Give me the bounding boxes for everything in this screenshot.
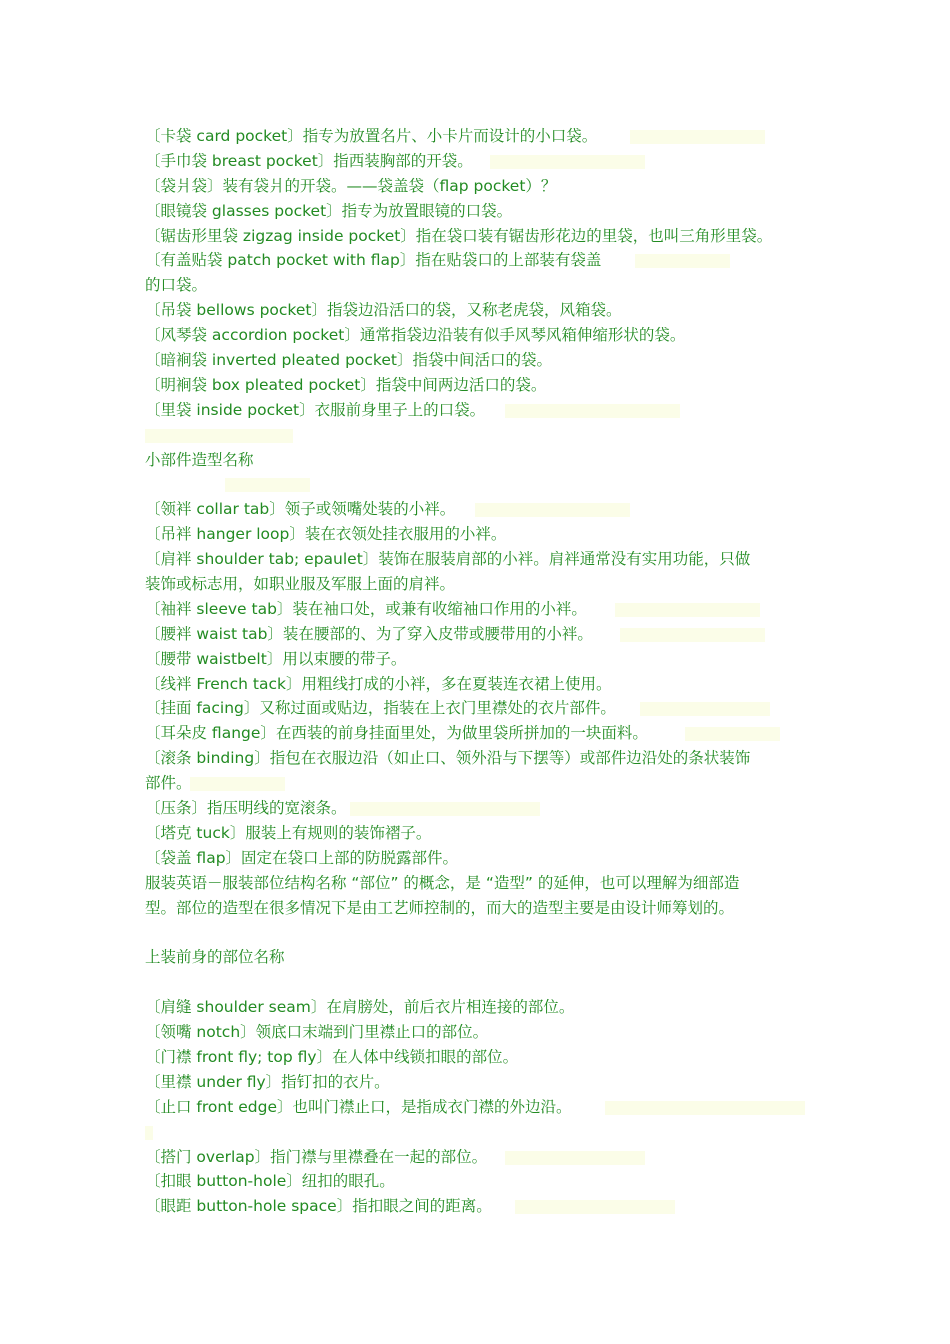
line-text: 〔吊袢 hanger loop〕装在衣领处挂衣服用的小袢。 <box>145 525 507 544</box>
highlight-mark <box>475 503 630 517</box>
line-text: 的口袋。 <box>145 276 208 295</box>
line-text: 〔风琴袋 accordion pocket〕通常指袋边沿装有似手风琴风箱伸缩形状的袋。 <box>145 326 686 345</box>
blank-line <box>145 970 825 995</box>
line-text: 〔扣眼 button-hole〕纽扣的眼孔。 <box>145 1172 395 1191</box>
text-line <box>145 995 825 1020</box>
text-line <box>145 796 825 821</box>
line-text: 〔塔克 tuck〕服装上有规则的装饰褶子。 <box>145 823 432 842</box>
text-line <box>145 1045 825 1070</box>
text-line <box>145 1169 825 1194</box>
line-text: 〔肩袢 shoulder tab; epaulet〕装饰在服装肩部的小袢。肩袢通常没有实用功能，只做 <box>145 550 751 569</box>
text-line <box>145 871 825 896</box>
text-line <box>145 647 825 672</box>
line-text: 〔线袢 French tack〕用粗线打成的小袢，多在夏装连衣裙上使用。 <box>145 674 612 693</box>
highlight-mark <box>605 1101 805 1115</box>
line-text: 〔耳朵皮 flange〕在西装的前身挂面里处，为做里袋所拼加的一块面料。 <box>145 724 648 743</box>
text-line <box>145 1070 825 1095</box>
line-text: 小部件造型名称 <box>145 450 254 469</box>
text-line <box>145 721 825 746</box>
blank-line <box>145 423 825 448</box>
blank-line <box>145 1120 825 1145</box>
text-line <box>145 248 825 273</box>
line-text: 〔里襟 under fly〕指钉扣的衣片。 <box>145 1072 390 1091</box>
line-text: 〔挂面 facing〕又称过面或贴边，指装在上衣门里襟处的衣片部件。 <box>145 699 616 718</box>
line-text: 装饰或标志用，如职业服及军服上面的肩袢。 <box>145 575 456 594</box>
highlight-mark <box>635 254 730 268</box>
text-line <box>145 572 825 597</box>
line-text: 〔滚条 binding〕指包在衣服边沿（如止口、领外沿与下摆等）或部件边沿处的条状装饰 <box>145 749 751 768</box>
document-body <box>145 124 825 1219</box>
line-text: 〔领袢 collar tab〕领子或领嘴处装的小袢。 <box>145 500 456 519</box>
text-line <box>145 448 825 473</box>
highlight-mark <box>490 155 645 169</box>
blank-line <box>145 472 825 497</box>
text-line <box>145 771 825 796</box>
text-line <box>145 696 825 721</box>
highlight-mark <box>225 478 310 492</box>
line-text: 〔有盖贴袋 patch pocket with flap〕指在贴袋口的上部装有袋盖 <box>145 251 602 270</box>
highlight-mark <box>505 404 680 418</box>
line-text: 〔眼距 button-hole space〕指扣眼之间的距离。 <box>145 1197 492 1216</box>
highlight-mark <box>190 777 285 791</box>
text-line <box>145 348 825 373</box>
text-line <box>145 199 825 224</box>
highlight-mark <box>350 802 540 816</box>
line-text: 部件。 <box>145 774 192 793</box>
line-text: 〔暗裥袋 inverted pleated pocket〕指袋中间活口的袋。 <box>145 351 552 370</box>
blank-line <box>145 921 825 946</box>
text-line <box>145 1095 825 1120</box>
text-line <box>145 1020 825 1045</box>
line-text: 〔袋爿袋〕装有袋爿的开袋。——袋盖袋（flap pocket）？ <box>145 176 557 195</box>
highlight-mark <box>145 429 293 443</box>
text-line <box>145 224 825 249</box>
line-text: 〔压条〕指压明线的宽滚条。 <box>145 799 347 818</box>
text-line <box>145 1194 825 1219</box>
highlight-mark <box>145 1126 153 1140</box>
highlight-mark <box>630 130 765 144</box>
line-text: 〔止口 front edge〕也叫门襟止口，是指成衣门襟的外边沿。 <box>145 1097 572 1116</box>
text-line <box>145 622 825 647</box>
text-line <box>145 124 825 149</box>
line-text: 〔搭门 overlap〕指门襟与里襟叠在一起的部位。 <box>145 1147 488 1166</box>
line-text: 〔腰带 waistbelt〕用以束腰的带子。 <box>145 649 407 668</box>
line-text: 〔领嘴 notch〕领底口末端到门里襟止口的部位。 <box>145 1023 489 1042</box>
line-text: 〔手巾袋 breast pocket〕指西装胸部的开袋。 <box>145 151 473 170</box>
text-line <box>145 821 825 846</box>
highlight-mark <box>685 727 780 741</box>
text-line <box>145 497 825 522</box>
line-text: 型。部位的造型在很多情况下是由工艺师控制的，而大的造型主要是由设计师筹划的。 <box>145 898 735 917</box>
text-line <box>145 323 825 348</box>
line-text: 〔袋盖 flap〕固定在袋口上部的防脱露部件。 <box>145 848 459 867</box>
highlight-mark <box>615 603 760 617</box>
text-line <box>145 672 825 697</box>
text-line <box>145 273 825 298</box>
line-text: 〔袖袢 sleeve tab〕装在袖口处，或兼有收缩袖口作用的小袢。 <box>145 599 587 618</box>
line-text: 〔里袋 inside pocket〕衣服前身里子上的口袋。 <box>145 400 486 419</box>
text-line <box>145 1145 825 1170</box>
text-line <box>145 597 825 622</box>
text-line <box>145 547 825 572</box>
text-line <box>145 298 825 323</box>
highlight-mark <box>620 628 765 642</box>
highlight-mark <box>515 1200 675 1214</box>
text-line <box>145 896 825 921</box>
line-text: 〔腰袢 waist tab〕装在腰部的、为了穿入皮带或腰带用的小袢。 <box>145 624 593 643</box>
line-text: 〔卡袋 card pocket〕指专为放置名片、小卡片而设计的小口袋。 <box>145 127 598 145</box>
highlight-mark <box>505 1151 645 1165</box>
line-text: 服装英语－服装部位结构名称 “部位” 的概念，是 “造型” 的延伸，也可以理解为细部造 <box>145 873 740 892</box>
line-text: 〔吊袋 bellows pocket〕指袋边沿活口的袋，又称老虎袋，风箱袋。 <box>145 301 622 320</box>
line-text: 〔眼镜袋 glasses pocket〕指专为放置眼镜的口袋。 <box>145 201 513 220</box>
text-line <box>145 149 825 174</box>
text-line <box>145 945 825 970</box>
text-line <box>145 746 825 771</box>
line-text: 〔门襟 front fly; top fly〕在人体中线锁扣眼的部位。 <box>145 1047 519 1066</box>
text-line <box>145 373 825 398</box>
line-text: 〔锯齿形里袋 zigzag inside pocket〕指在袋口装有锯齿形花边的里袋，也叫三角形里袋。 <box>145 226 773 245</box>
text-line <box>145 174 825 199</box>
line-text: 〔明裥袋 box pleated pocket〕指袋中间两边活口的袋。 <box>145 375 547 394</box>
highlight-mark <box>640 702 770 716</box>
text-line <box>145 522 825 547</box>
line-text: 上装前身的部位名称 <box>145 948 285 967</box>
text-line <box>145 846 825 871</box>
line-text: 〔肩缝 shoulder seam〕在肩膀处，前后衣片相连接的部位。 <box>145 998 575 1017</box>
text-line <box>145 398 825 423</box>
